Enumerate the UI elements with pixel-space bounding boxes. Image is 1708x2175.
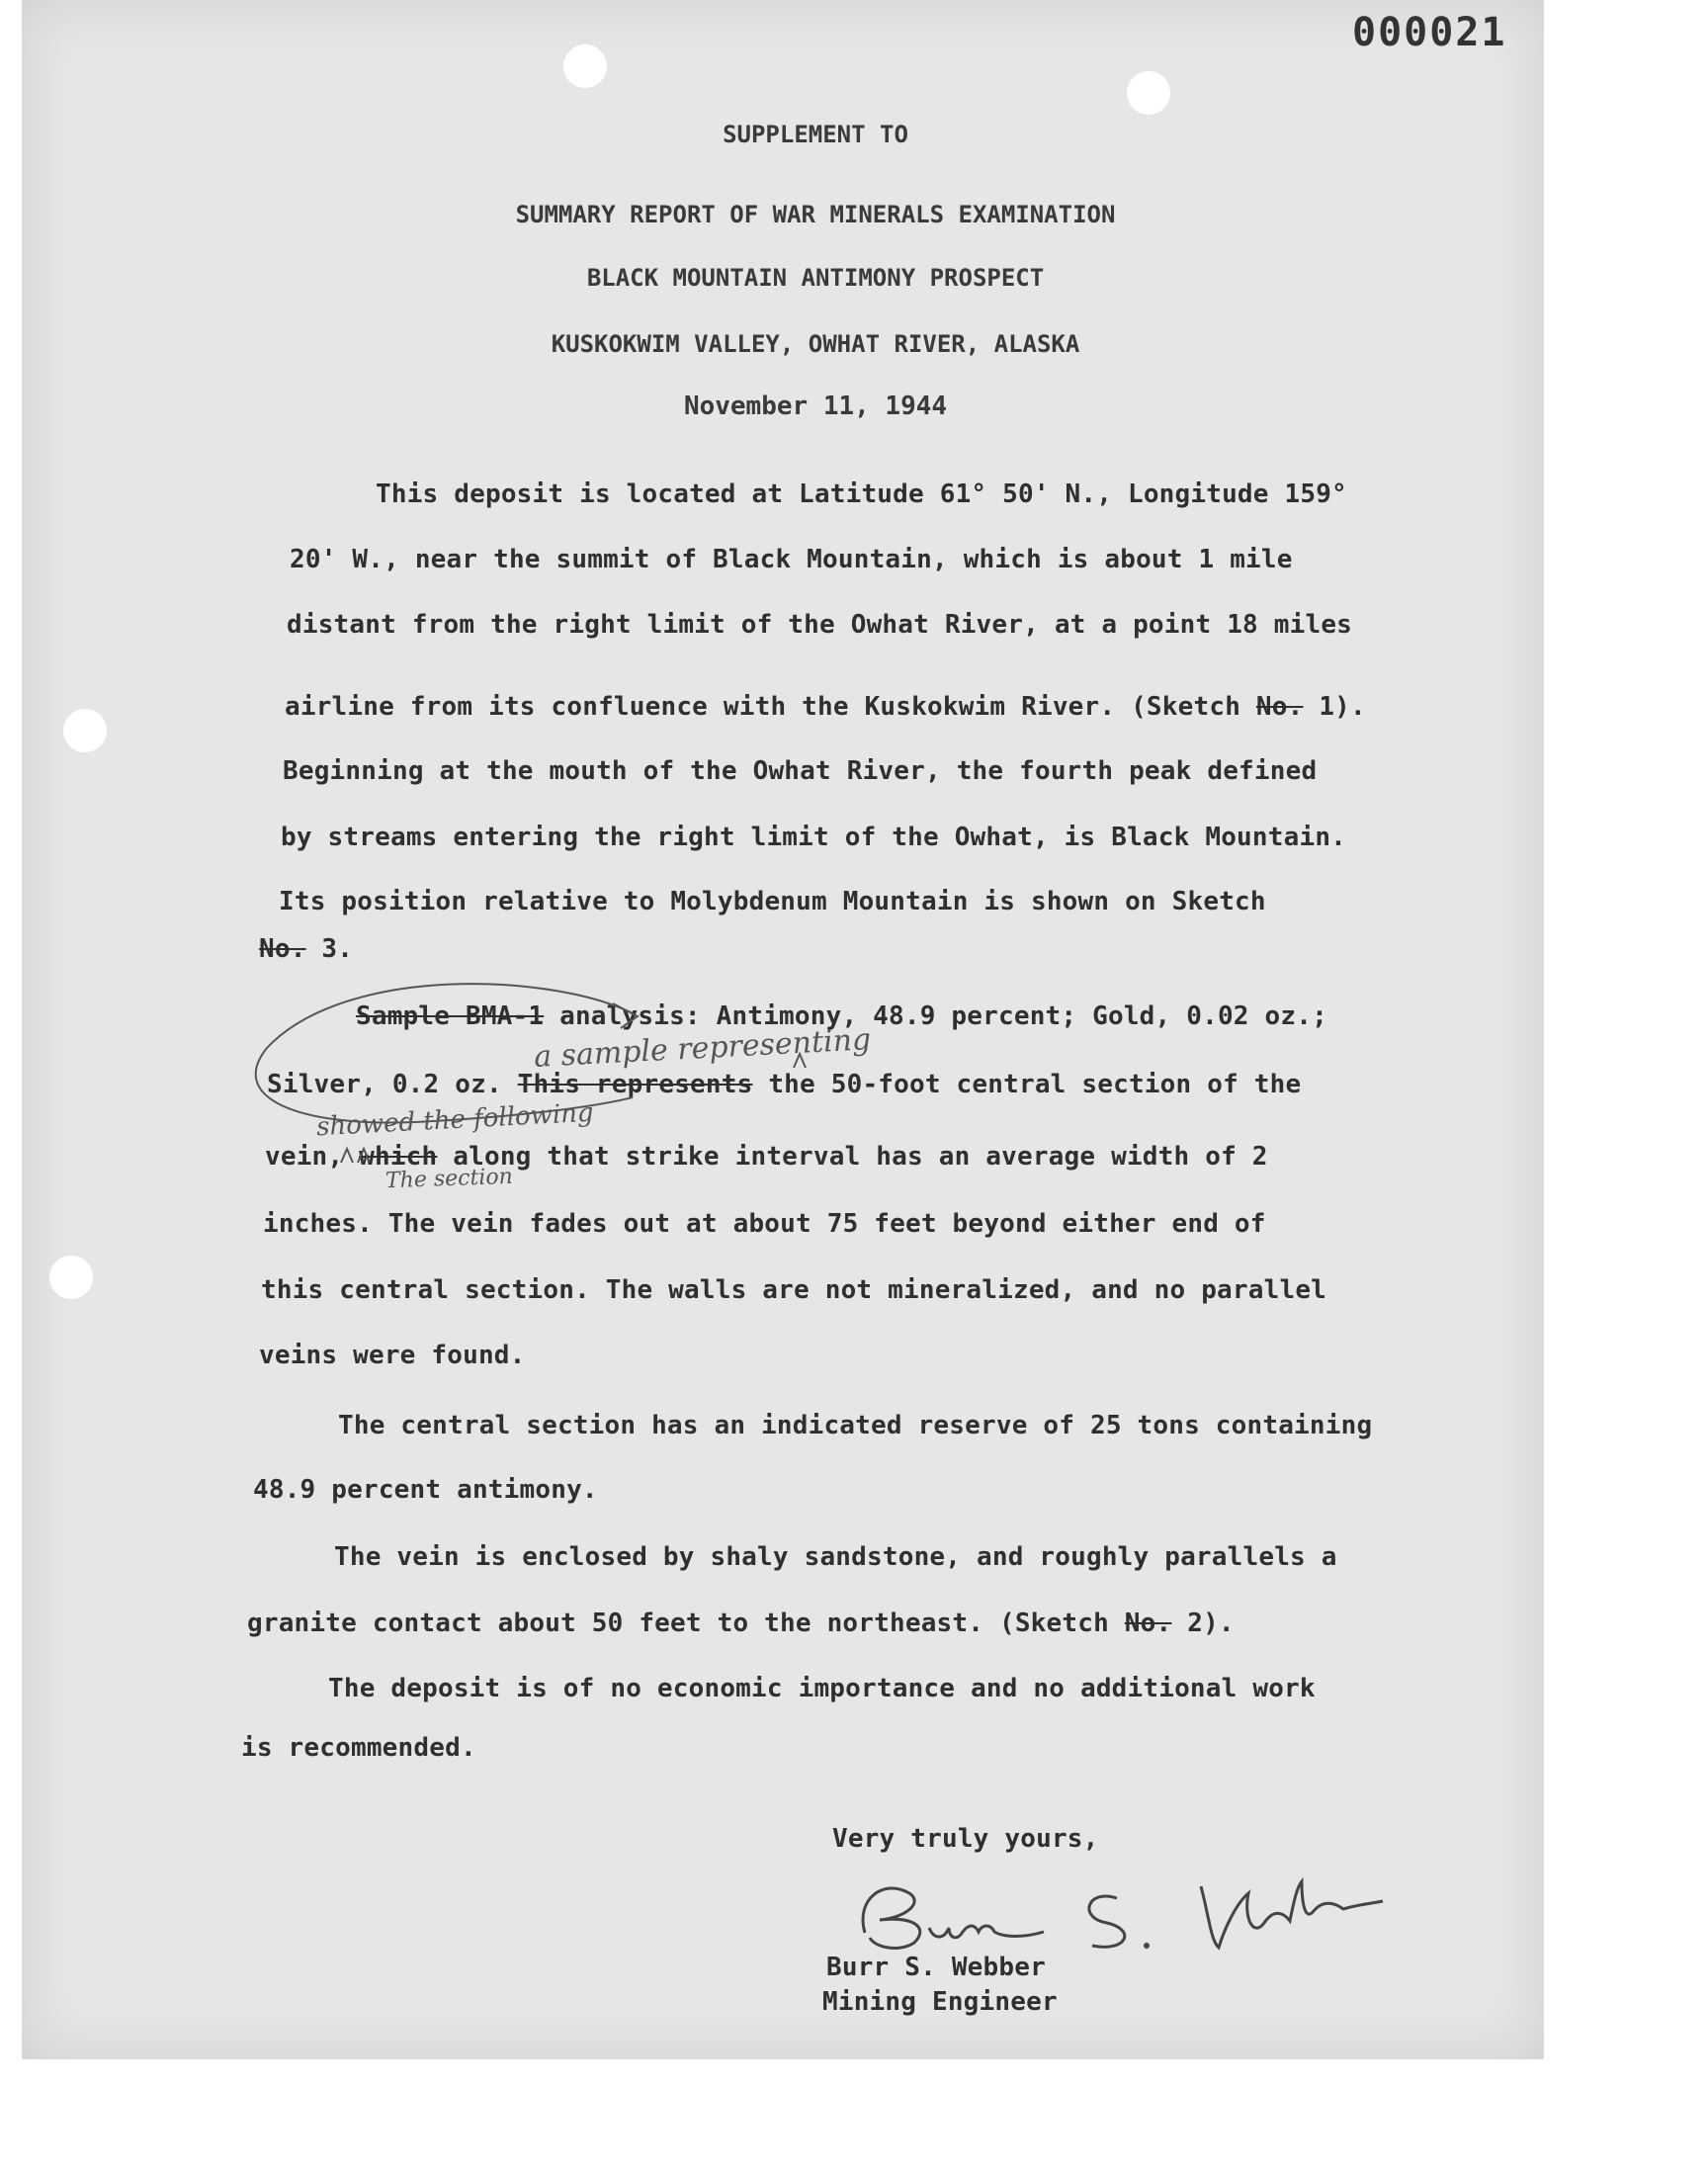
- handwritten-note: The section: [384, 1164, 514, 1194]
- punch-hole: [563, 44, 607, 88]
- paragraph1-line: by streams entering the right limit of the Owhat, is Black Mountain.: [281, 823, 1347, 852]
- struck-text: No.: [259, 934, 306, 964]
- paragraph2-line: veins were found.: [259, 1341, 526, 1370]
- paragraph1-text: airline from its confluence with the Kuskokwim River. (Sketch: [285, 692, 1256, 722]
- paragraph2-text: the 50-foot central section of the: [752, 1070, 1302, 1099]
- paragraph1-line: [259, 934, 353, 964]
- paragraph2-text: analysis: Antimony, 48.9 percent; Gold, 0.02 oz.;: [544, 1001, 1327, 1031]
- report-heading-line3: BLACK MOUNTAIN ANTIMONY PROSPECT: [586, 264, 1045, 292]
- paragraph1-line: Its position relative to Molybdenum Mountain is shown on Sketch: [279, 887, 1266, 916]
- signature: [845, 1859, 1438, 1967]
- paragraph1-line: Beginning at the mouth of the Owhat River, the fourth peak defined: [283, 756, 1318, 786]
- paragraph3-line: The central section has an indicated reserve of 25 tons containing: [338, 1411, 1373, 1440]
- struck-text: No.: [1124, 1609, 1172, 1638]
- paragraph1-line: This deposit is located at Latitude 61° 50' N., Longitude 159°: [376, 479, 1347, 509]
- struck-text: No.: [1255, 692, 1304, 722]
- closing-salutation: Very truly yours,: [832, 1824, 1099, 1854]
- struck-text: which: [359, 1142, 438, 1172]
- paragraph1-text: 1).: [1303, 692, 1366, 722]
- paragraph4-text: granite contact about 50 feet to the northeast. (Sketch: [247, 1609, 1125, 1638]
- paragraph2-line: this central section. The walls are not mineralized, and no parallel: [261, 1275, 1327, 1305]
- report-heading-line2: SUMMARY REPORT OF WAR MINERALS EXAMINATION: [515, 201, 1116, 228]
- paragraph2-text: vein,: [265, 1142, 360, 1172]
- struck-text: Sample BMA-1: [356, 1001, 545, 1031]
- signer-name: Burr S. Webber: [826, 1953, 1046, 1982]
- paragraph2-line: [267, 1070, 1301, 1099]
- paragraph1-text: 3.: [305, 934, 354, 964]
- paragraph4-line: [247, 1609, 1235, 1638]
- paragraph2-line: inches. The vein fades out at about 75 feet beyond either end of: [263, 1209, 1266, 1239]
- paragraph5-line: The deposit is of no economic importance and no additional work: [328, 1674, 1316, 1703]
- paragraph3-line: 48.9 percent antimony.: [253, 1475, 598, 1505]
- struck-text: This represents: [517, 1070, 753, 1099]
- punch-hole: [49, 1256, 93, 1299]
- handwritten-note: showed the following: [315, 1097, 595, 1143]
- report-heading-line4: KUSKOKWIM VALLEY, OWHAT RIVER, ALASKA: [551, 330, 1080, 358]
- document-number: 000021: [1352, 10, 1507, 55]
- paragraph5-line: is recommended.: [241, 1733, 476, 1763]
- paragraph4-line: The vein is enclosed by shaly sandstone, and roughly parallels a: [334, 1542, 1337, 1572]
- report-date: November 11, 1944: [683, 392, 948, 421]
- paragraph1-line: [285, 692, 1366, 722]
- report-heading-line1: SUPPLEMENT TO: [723, 121, 908, 148]
- paragraph1-line: distant from the right limit of the Owhat River, at a point 18 miles: [287, 610, 1353, 640]
- punch-hole: [63, 709, 107, 752]
- handwritten-note: a sample representing: [533, 1022, 872, 1075]
- paragraph2-text: Silver, 0.2 oz.: [267, 1070, 518, 1099]
- paragraph2-text: along that strike interval has an average width of 2: [437, 1142, 1268, 1172]
- paragraph4-text: 2).: [1171, 1609, 1235, 1638]
- punch-hole: [1127, 71, 1170, 115]
- signer-title: Mining Engineer: [822, 1987, 1058, 2017]
- paragraph1-line: 20' W., near the summit of Black Mountain, which is about 1 mile: [290, 545, 1293, 574]
